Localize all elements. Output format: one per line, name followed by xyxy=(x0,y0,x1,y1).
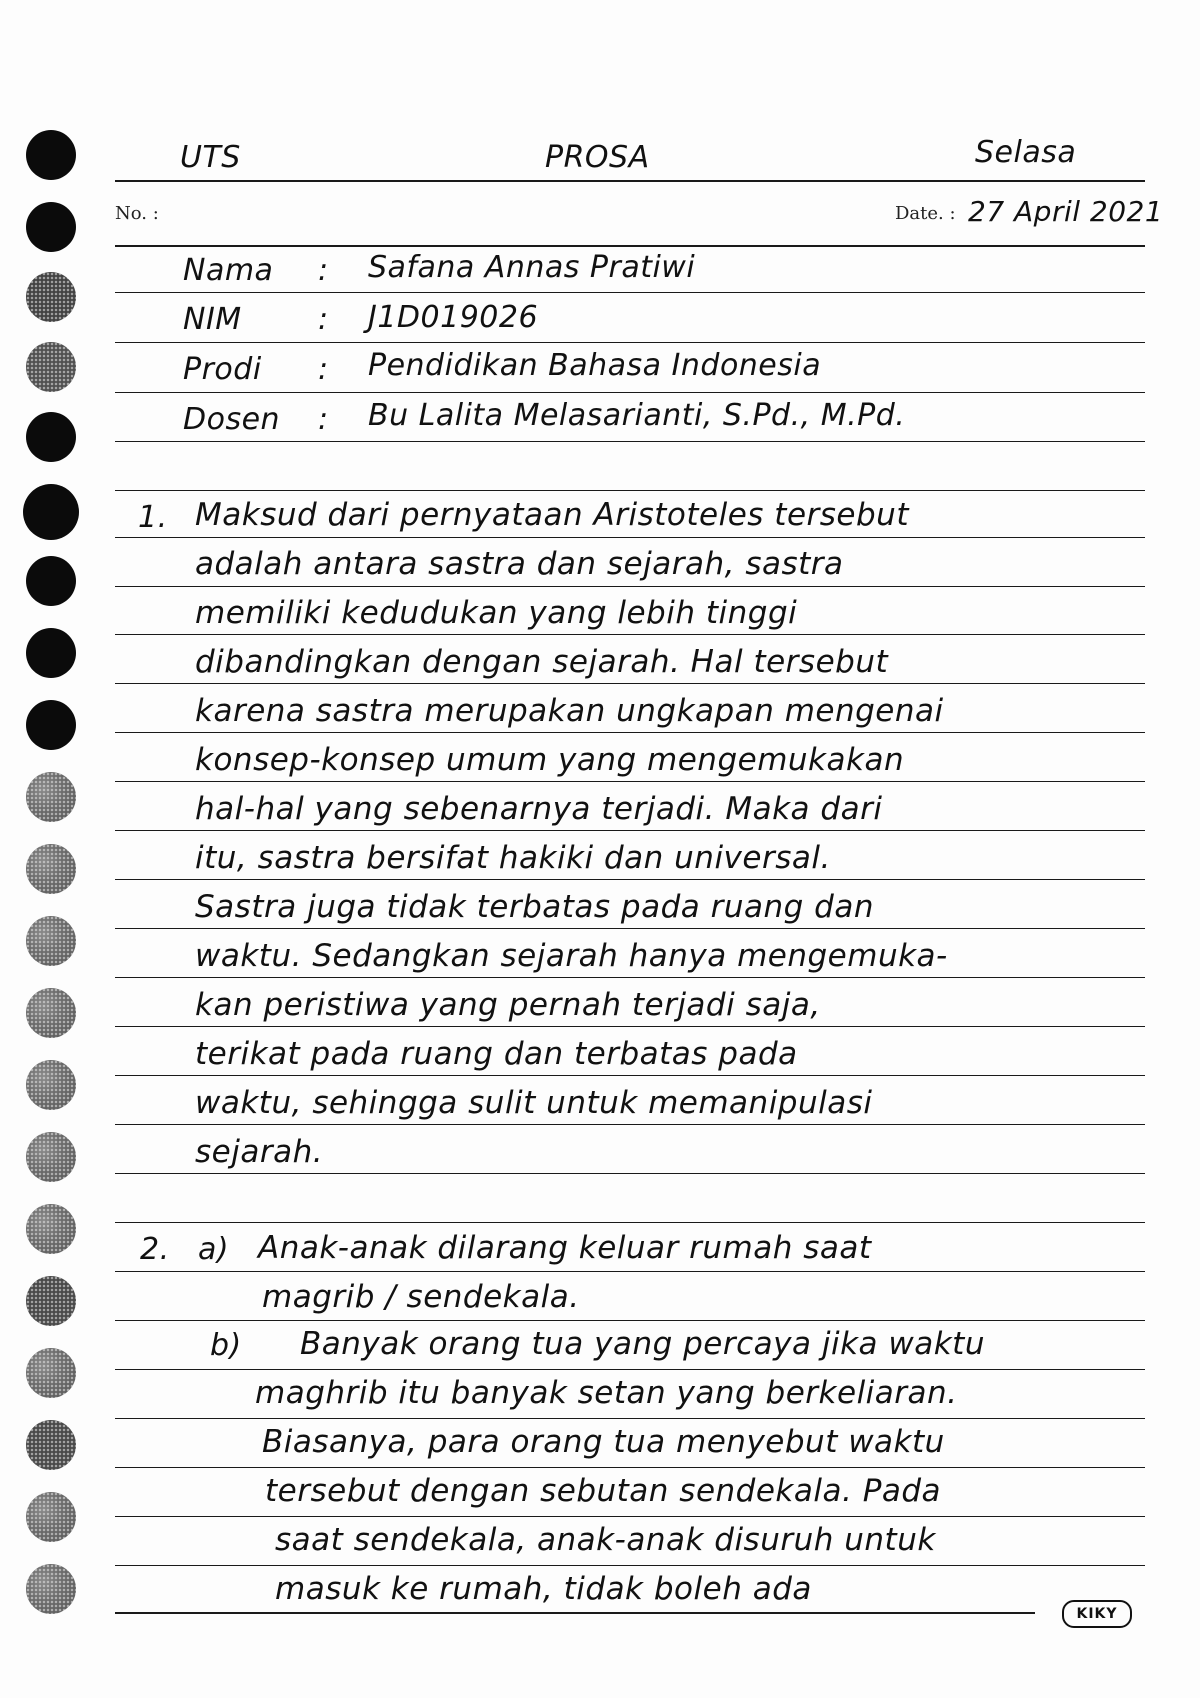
identity-nim: J1D019026 xyxy=(368,300,539,335)
ruled-line xyxy=(115,1173,1145,1174)
ruled-line xyxy=(115,586,1145,587)
ruled-line xyxy=(115,1418,1145,1419)
ruled-line xyxy=(115,1565,1145,1566)
binder-hole xyxy=(26,202,76,252)
day-name: Selasa xyxy=(975,135,1077,170)
ruled-line xyxy=(115,342,1145,343)
binder-hole xyxy=(26,844,76,894)
ruled-line xyxy=(115,392,1145,393)
ruled-line xyxy=(115,180,1145,182)
identity-label: Nama xyxy=(183,253,274,288)
ruled-line xyxy=(115,634,1145,635)
date-value: 27 April 2021 xyxy=(968,195,1164,228)
binder-hole xyxy=(26,272,76,322)
ruled-line xyxy=(115,1320,1145,1321)
identity-label: NIM xyxy=(183,302,242,337)
answer-line: hal-hal yang sebenarnya terjadi. Maka dari xyxy=(195,791,883,827)
ruled-line xyxy=(115,977,1145,978)
binder-hole xyxy=(26,556,76,606)
identity-sep: : xyxy=(318,352,329,387)
answer-number: 2. xyxy=(140,1232,170,1267)
identity-sep: : xyxy=(318,402,329,437)
identity-prodi: Pendidikan Bahasa Indonesia xyxy=(368,348,822,383)
no-label: No. : xyxy=(115,203,159,224)
binder-hole xyxy=(23,484,79,540)
ruled-line xyxy=(115,1075,1145,1076)
answer-line: adalah antara sastra dan sejarah, sastra xyxy=(195,546,844,582)
date-label: Date. : xyxy=(895,203,956,224)
answer-line: masuk ke rumah, tidak boleh ada xyxy=(275,1571,812,1607)
binder-hole xyxy=(26,1276,76,1326)
answer-line: kan peristiwa yang pernah terjadi saja, xyxy=(195,987,821,1023)
identity-label: Prodi xyxy=(183,352,262,387)
ruled-line xyxy=(115,781,1145,782)
answer-line: waktu, sehingga sulit untuk memanipulasi xyxy=(195,1085,873,1121)
binder-hole xyxy=(26,1420,76,1470)
ruled-line xyxy=(115,1026,1145,1027)
binder-hole xyxy=(26,772,76,822)
ruled-line xyxy=(115,490,1145,491)
binder-hole xyxy=(26,1348,76,1398)
ruled-line xyxy=(115,1271,1145,1272)
binder-hole xyxy=(26,988,76,1038)
identity-sep: : xyxy=(318,253,329,288)
ruled-line xyxy=(115,928,1145,929)
binder-hole xyxy=(26,1564,76,1614)
ruled-line xyxy=(115,1467,1145,1468)
ruled-line xyxy=(115,732,1145,733)
binder-hole xyxy=(26,1060,76,1110)
answer-number: 1. xyxy=(138,500,168,535)
ruled-line xyxy=(115,1516,1145,1517)
identity-name: Safana Annas Pratiwi xyxy=(368,250,696,285)
answer-line: sejarah. xyxy=(195,1134,324,1170)
subject-title: PROSA xyxy=(545,140,650,175)
ruled-line xyxy=(115,830,1145,831)
identity-sep: : xyxy=(318,302,329,337)
answer-line: Maksud dari pernyataan Aristoteles tersebut xyxy=(195,497,909,533)
answer-line: memiliki kedudukan yang lebih tinggi xyxy=(195,595,798,631)
binder-hole xyxy=(26,700,76,750)
ruled-line xyxy=(115,292,1145,293)
answer-line: karena sastra merupakan ungkapan mengenai xyxy=(195,693,944,729)
exam-type: UTS xyxy=(180,140,241,175)
identity-label: Dosen xyxy=(183,402,281,437)
binder-hole xyxy=(26,916,76,966)
sub-answer-label: a) xyxy=(198,1232,230,1267)
sub-answer-label: b) xyxy=(210,1328,242,1363)
binder-hole xyxy=(26,628,76,678)
ruled-line xyxy=(115,1124,1145,1125)
binder-hole xyxy=(26,342,76,392)
ruled-line xyxy=(115,441,1145,442)
binder-hole xyxy=(26,1492,76,1542)
kiky-logo: KIKY xyxy=(1062,1600,1132,1628)
ruled-line xyxy=(115,245,1145,247)
ruled-line xyxy=(115,879,1145,880)
ruled-line xyxy=(115,1612,1035,1614)
answer-line: Anak-anak dilarang keluar rumah saat xyxy=(258,1230,872,1266)
answer-line: itu, sastra bersifat hakiki dan universal. xyxy=(195,840,831,876)
answer-line: saat sendekala, anak-anak disuruh untuk xyxy=(275,1522,936,1558)
binder-hole xyxy=(26,1132,76,1182)
answer-line: Sastra juga tidak terbatas pada ruang dan xyxy=(195,889,875,925)
answer-line: konsep-konsep umum yang mengemukakan xyxy=(195,742,905,778)
ruled-line xyxy=(115,1222,1145,1223)
answer-line: Biasanya, para orang tua menyebut waktu xyxy=(262,1424,945,1460)
identity-dosen: Bu Lalita Melasarianti, S.Pd., M.Pd. xyxy=(368,398,906,433)
answer-line: waktu. Sedangkan sejarah hanya mengemuka- xyxy=(195,938,948,974)
answer-line: terikat pada ruang dan terbatas pada xyxy=(195,1036,798,1072)
answer-line: tersebut dengan sebutan sendekala. Pada xyxy=(265,1473,942,1509)
answer-line: magrib / sendekala. xyxy=(262,1279,580,1315)
answer-line: Banyak orang tua yang percaya jika waktu xyxy=(300,1326,985,1362)
ruled-line xyxy=(115,683,1145,684)
binder-hole xyxy=(26,412,76,462)
binder-hole xyxy=(26,130,76,180)
binder-hole xyxy=(26,1204,76,1254)
answer-line: dibandingkan dengan sejarah. Hal tersebut xyxy=(195,644,889,680)
ruled-line xyxy=(115,537,1145,538)
answer-line: maghrib itu banyak setan yang berkeliaran. xyxy=(255,1375,958,1411)
ruled-line xyxy=(115,1369,1145,1370)
